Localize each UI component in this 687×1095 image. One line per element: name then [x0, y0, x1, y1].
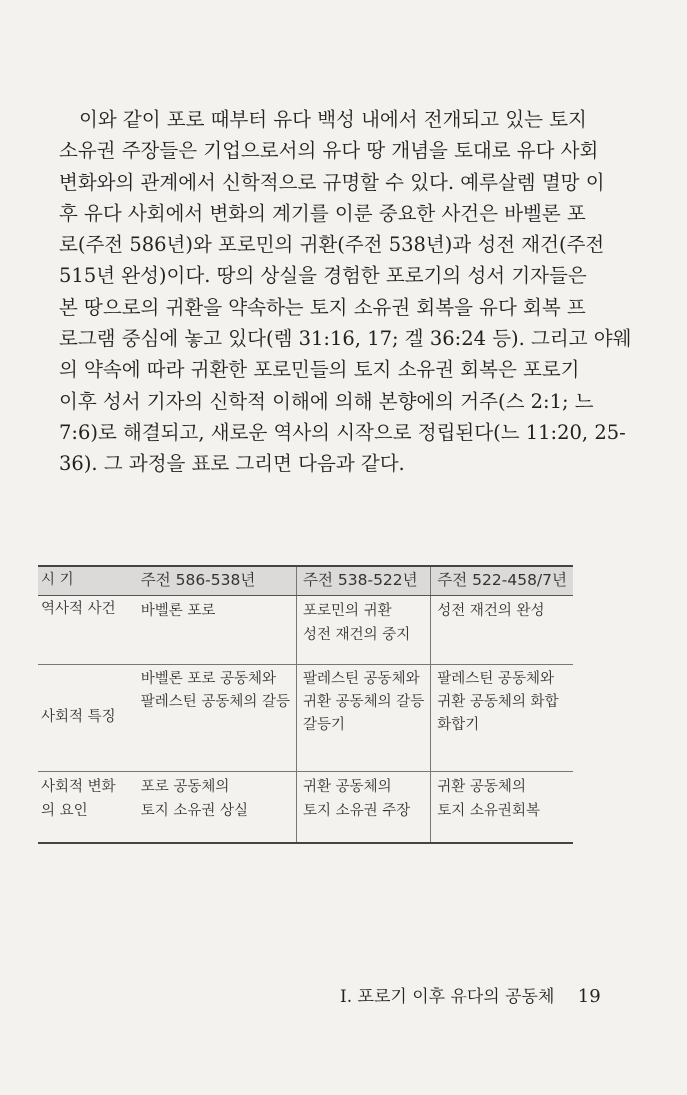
cell-line: 귀환 공동체의 갈등: [303, 693, 425, 710]
cell-line: 토지 소유권회복: [437, 802, 540, 819]
cell-line: 성전 재건의 중지: [303, 626, 411, 643]
paragraph-line: 변화와의 관계에서 신학적으로 규명할 수 있다. 예루살렘 멸망 이: [59, 170, 605, 194]
cell-line: 성전 재건의 완성: [437, 603, 545, 619]
table-cell: [297, 596, 431, 665]
body-paragraph: [59, 104, 632, 480]
period-header: 주전 586-538년: [135, 566, 297, 596]
cell-line: 귀환 공동체의 화합: [437, 693, 559, 710]
row-label-line: 사회적 변화: [41, 779, 116, 795]
cell-line: 바벨론 포로 공동체와: [140, 671, 276, 687]
table-header-row: [38, 566, 573, 596]
paragraph-line: 소유권 주장들은 기업으로서의 유다 땅 개념을 토대로 유다 사회: [59, 139, 599, 163]
row-label: 역사적 사건: [41, 601, 116, 617]
paragraph-line: 7:6)로 해결되고, 새로운 역사의 시작으로 정립된다(느 11:20, 25-: [59, 420, 626, 444]
period-table: [38, 565, 573, 844]
table-cell: [135, 596, 297, 665]
cell-line: 팔레스틴 공동체의 갈등: [140, 693, 291, 710]
running-head: I. 포로기 이후 유다의 공동체: [340, 987, 555, 1007]
cell-line: 화합기: [437, 716, 480, 733]
paragraph-line: 로그램 중심에 놓고 있다(렘 31:16, 17; 겔 36:24 등). 그리고 야웨: [59, 327, 632, 351]
row-label-line: 의 요인: [41, 802, 88, 819]
period-header: 주전 522-458/7년: [431, 566, 573, 596]
cell-line: 바벨론 포로: [140, 603, 216, 619]
row-label: [38, 772, 135, 844]
paragraph-line: 이후 성서 기자의 신학적 이해에 의해 본향에의 거주(스 2:1; 느: [59, 389, 594, 413]
table-cell: [297, 665, 431, 772]
table-cell: [431, 596, 573, 665]
paragraph-line: 후 유다 사회에서 변화의 계기를 이룬 중요한 사건은 바벨론 포: [59, 201, 586, 225]
table-row-factor: [38, 772, 573, 844]
cell-line: 토지 소유권 주장: [303, 802, 411, 819]
cell-line: 포로 공동체의: [140, 779, 230, 795]
table-cell: [297, 772, 431, 844]
paragraph-line: 로(주전 586년)와 포로민의 귀환(주전 538년)과 성전 재건(주전: [59, 233, 605, 257]
table-row-historical: [38, 596, 573, 665]
table-cell: [431, 665, 573, 772]
page-footer: [340, 982, 601, 1007]
cell-line: 토지 소유권 상실: [140, 802, 248, 819]
table-cell: [135, 772, 297, 844]
paragraph-line: 의 약속에 따라 귀환한 포로민들의 토지 소유권 회복은 포로기: [59, 358, 580, 382]
header-label: 시 기: [38, 566, 135, 596]
paragraph-line: 36). 그 과정을 표로 그리면 다음과 같다.: [59, 452, 405, 476]
paragraph-line: 본 땅으로의 귀환을 약속하는 토지 소유권 회복을 유다 회복 프: [59, 295, 586, 319]
page-number: 19: [577, 986, 601, 1007]
table-cell: [135, 665, 297, 772]
paragraph-line: 515년 완성)이다. 땅의 상실을 경험한 포로기의 성서 기자들은: [59, 264, 587, 288]
paragraph-line: 이와 같이 포로 때부터 유다 백성 내에서 전개되고 있는 토지: [79, 108, 587, 131]
table-cell: [431, 772, 573, 844]
table-row-social: [38, 665, 573, 772]
cell-line: 포로민의 귀환: [303, 603, 392, 619]
cell-line: 갈등기: [303, 716, 346, 733]
row-label: 사회적 특징: [38, 665, 135, 772]
cell-line: 귀환 공동체의: [303, 779, 392, 795]
period-header: 주전 538-522년: [297, 566, 431, 596]
cell-line: 팔레스틴 공동체와: [303, 671, 420, 687]
cell-line: 귀환 공동체의: [437, 779, 526, 795]
cell-line: 팔레스틴 공동체와: [437, 671, 554, 687]
